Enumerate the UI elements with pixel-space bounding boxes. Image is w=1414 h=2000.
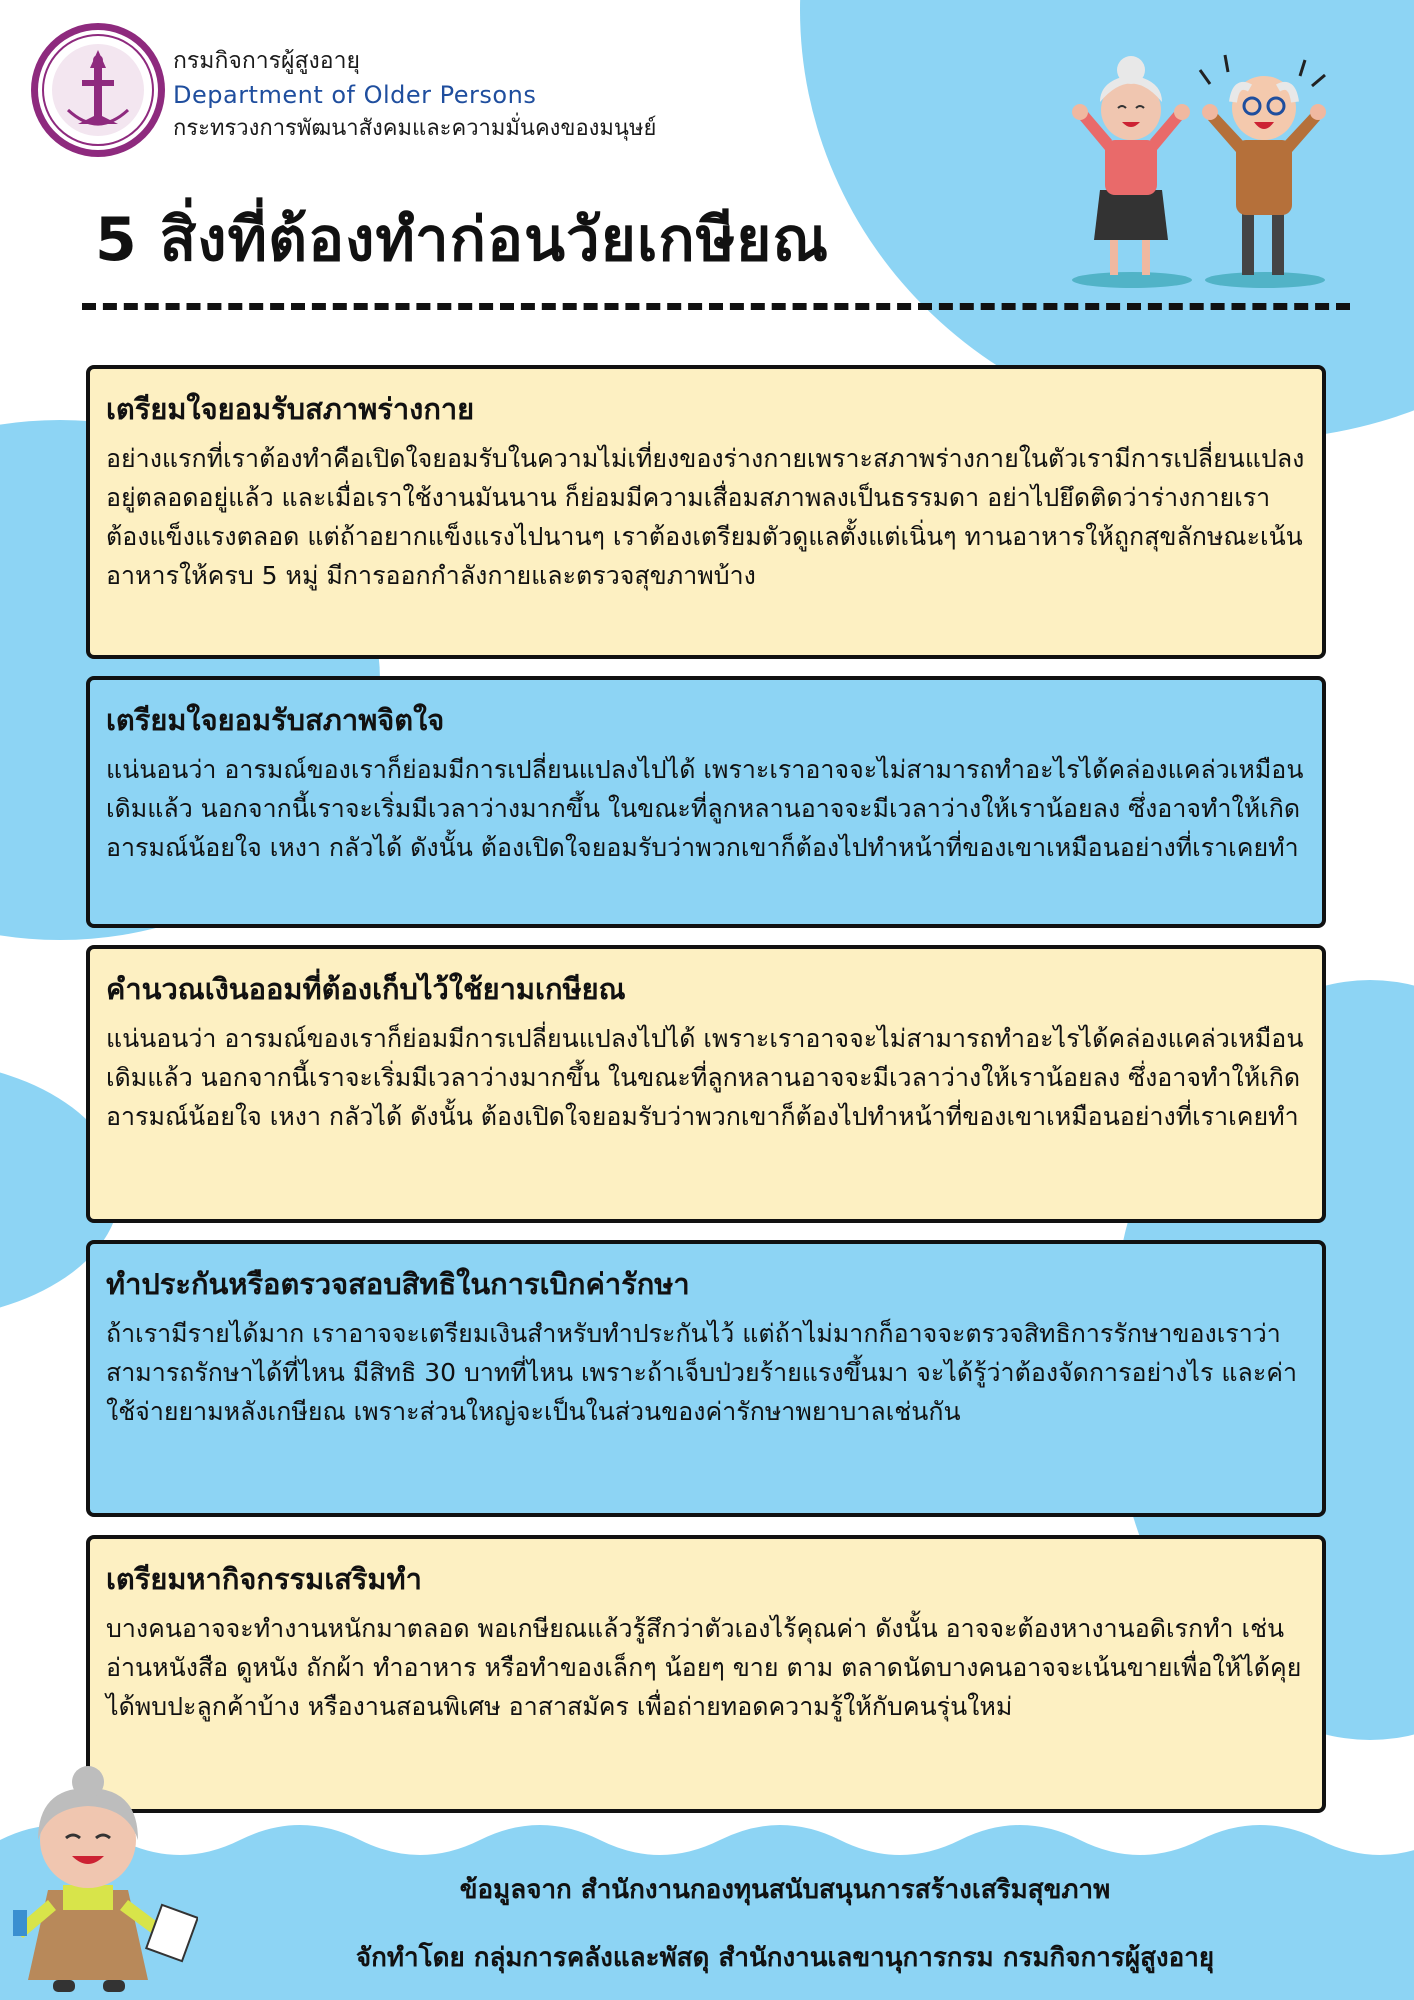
tip-heading-mind: เตรียมใจยอมรับสภาพจิตใจ xyxy=(106,703,445,737)
tip-text-body: อย่างแรกที่เราต้องทำคือเปิดใจยอมรับในความไม่เที่ยงของร่างกายเพราะสภาพร่างกายในตัวเรามีการเปลี่ยนแปลงอยู่ตลอดอยู่แล้ว และเมื่อเราใช้งานมันนาน ก็ย่อมมีความเสื่อมสภาพลงเป็นธรรมดา อย่าไปยึดติดว่าร่างกายเราต้องแข็งแรงตลอด แต่ถ้าอยากแข็งแรงไปนานๆ เราต้องเตรียมตัวดูแลตั้งแต่เนิ่นๆ ทานอาหารให้ถูกสุขลักษณะเน้นอาหารให้ครบ 5 หมู่ มีการออกกำลังกายและตรวจสุขภาพบ้าง xyxy=(106,444,1305,590)
poster-title: 5 สิ่งที่ต้องทำก่อนวัยเกษียณ xyxy=(95,205,830,275)
footer-source: ข้อมูลจาก สำนักงานกองทุนสนับสนุนการสร้างเสริมสุขภาพ xyxy=(459,1875,1111,1905)
tip-text-insurance: ถ้าเรามีรายได้มาก เราอาจจะเตรียมเงินสำหรับทำประกันไว้ แต่ถ้าไม่มากก็อาจจะตรวจสิทธิการรักษาของเราว่าสามารถรักษาได้ที่ไหน มีสิทธิ 30 บาทที่ไหน เพราะถ้าเจ็บป่วยร้ายแรงขึ้นมา จะได้รู้ว่าต้องจัดการอย่างไร และค่าใช้จ่ายยามหลังเกษียณ เพราะส่วนใหญ่จะเป็นในส่วนของค่ารักษาพยาบาลเช่นกัน xyxy=(106,1319,1298,1426)
elderly-couple-illustration xyxy=(1050,40,1340,295)
tip-heading-savings: คำนวณเงินออมที่ต้องเก็บไว้ใช้ยามเกษียณ xyxy=(106,972,626,1006)
org-name-thai: กรมกิจการผู้สูงอายุ xyxy=(173,48,360,74)
tip-heading-body: เตรียมใจยอมรับสภาพร่างกาย xyxy=(106,392,475,426)
tip-card-body xyxy=(86,365,1326,659)
tip-card-mind xyxy=(86,676,1326,928)
title-dashed-divider xyxy=(82,303,1350,310)
department-seal-logo xyxy=(28,20,168,160)
tip-heading-activities: เตรียมหากิจกรรมเสริมทำ xyxy=(106,1562,422,1596)
ministry-name: กระทรวงการพัฒนาสังคมและความมั่นคงของมนุษย์ xyxy=(173,116,657,141)
tip-text-activities: บางคนอาจจะทำงานหนักมาตลอด พอเกษียณแล้วรู้สึกว่าตัวเองไร้คุณค่า ดังนั้น อาจจะต้องหางานอดิเรกทำ เช่น อ่านหนังสือ ดูหนัง ถักผ้า ทำอาหาร หรือทำของเล็กๆ น้อยๆ ขาย ตาม ตลาดนัดบางคนอาจจะเน้นขายเพื่อให้ได้คุย ได้พบปะลูกค้าบ้าง หรืองานสอนพิเศษ อาสาสมัคร เพื่อถ่ายทอดความรู้ให้กับคนรุ่นใหม่ xyxy=(106,1614,1302,1721)
org-name-english: Department of Older Persons xyxy=(173,81,537,109)
tip-card-savings xyxy=(86,945,1326,1223)
tip-card-insurance xyxy=(86,1240,1326,1517)
footer-producer: จักทำโดย กลุ่มการคลังและพัสดุ สำนักงานเลขานุการกรม กรมกิจการผู้สูงอายุ xyxy=(355,1943,1215,1973)
grandmother-illustration xyxy=(8,1760,198,2000)
tip-heading-insurance: ทำประกันหรือตรวจสอบสิทธิในการเบิกค่ารักษา xyxy=(106,1267,690,1301)
organization-name-block xyxy=(173,44,893,146)
tip-card-activities xyxy=(86,1535,1326,1813)
tip-text-mind: แน่นอนว่า อารมณ์ของเราก็ย่อมมีการเปลี่ยนแปลงไปได้ เพราะเราอาจจะไม่สามารถทำอะไรได้คล่องแคล่วเหมือนเดิมแล้ว นอกจากนี้เราจะเริ่มมีเวลาว่างมากขึ้น ในขณะที่ลูกหลานอาจจะมีเวลาว่างให้เราน้อยลง ซึ่งอาจทำให้เกิดอารมณ์น้อยใจ เหงา กลัวได้ ดังนั้น ต้องเปิดใจยอมรับว่าพวกเขาก็ต้องไปทำหน้าที่ของเขาเหมือนอย่างที่เราเคยทำ xyxy=(106,755,1304,862)
tip-text-savings: แน่นอนว่า อารมณ์ของเราก็ย่อมมีการเปลี่ยนแปลงไปได้ เพราะเราอาจจะไม่สามารถทำอะไรได้คล่องแคล่วเหมือนเดิมแล้ว นอกจากนี้เราจะเริ่มมีเวลาว่างมากขึ้น ในขณะที่ลูกหลานอาจจะมีเวลาว่างให้เราน้อยลง ซึ่งอาจทำให้เกิดอารมณ์น้อยใจ เหงา กลัวได้ ดังนั้น ต้องเปิดใจยอมรับว่าพวกเขาก็ต้องไปทำหน้าที่ของเขาเหมือนอย่างที่เราเคยทำ xyxy=(106,1024,1304,1131)
